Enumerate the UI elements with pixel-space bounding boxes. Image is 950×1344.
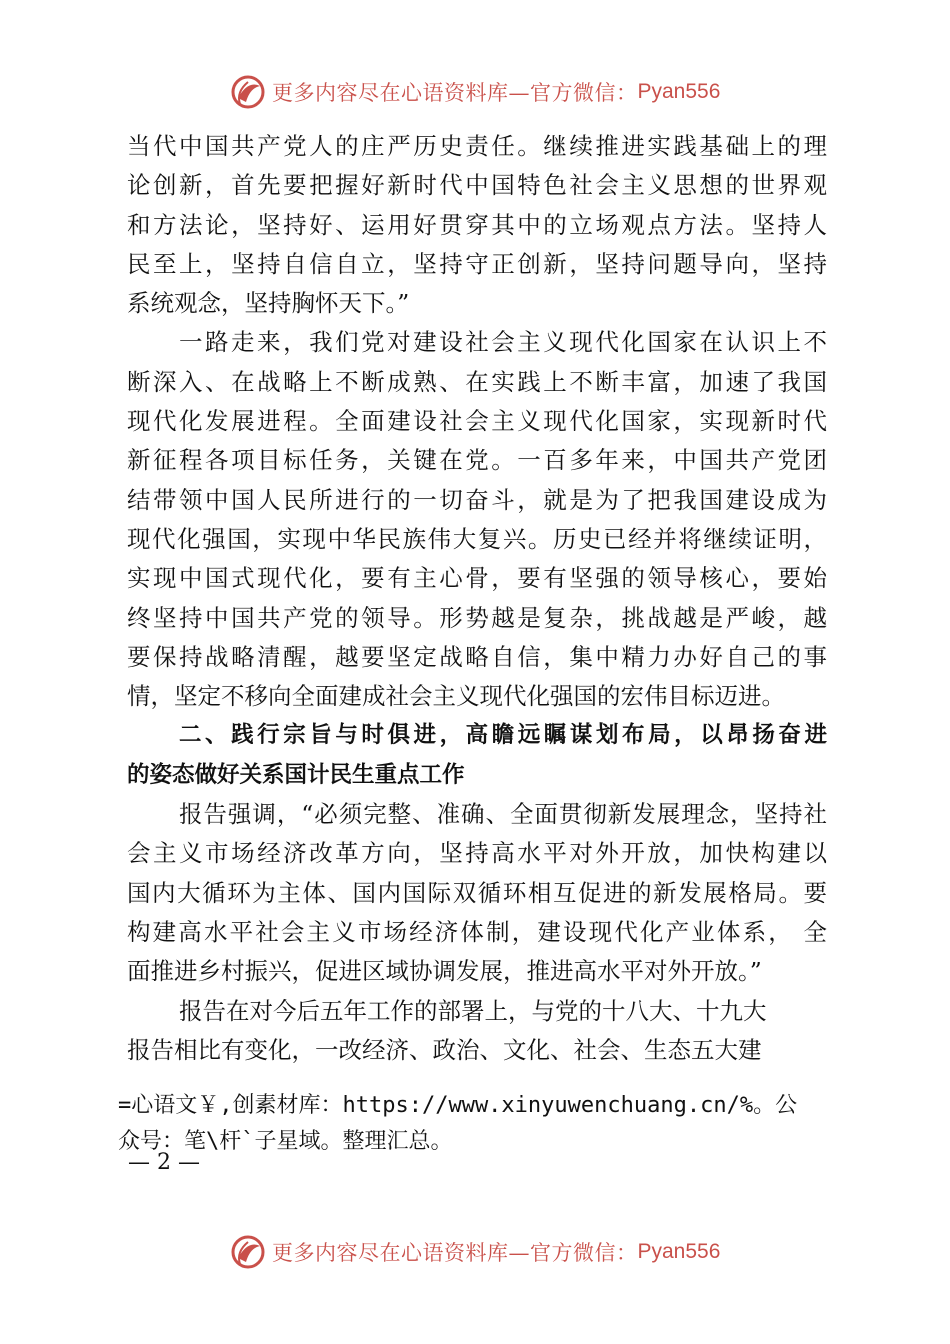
footer-line: 众号：笔\杆`子星域。整理汇总。 [118, 1129, 453, 1154]
heading-line: 的姿态做好关系国计民生重点工作 [127, 761, 465, 788]
banner-wechat-id: Pyan556 [637, 80, 721, 103]
text-line: 报告在对今后五年工作的部署上，与党的十八大、十九大 [179, 996, 767, 1025]
text-line: 断深入、在战略上不断成熟、在实践上不断丰富，加速了我国 [127, 367, 827, 396]
text-line: 现代化强国，实现中华民族伟大复兴。历史已经并将继续证明， [127, 524, 827, 553]
text-line: 现代化发展进程。全面建设社会主义现代化国家，实现新时代 [127, 407, 827, 436]
section-heading [127, 716, 827, 795]
text-line: 系统观念，坚持胸怀天下。” [127, 289, 410, 318]
text-line: 民至上，坚持自信自立，坚持守正创新，坚持问题导向，坚持 [127, 249, 827, 278]
text-line: 报告相比有变化，一改经济、政治、文化、社会、生态五大建 [127, 1035, 762, 1064]
banner-text: 更多内容尽在心语资料库—官方微信： [272, 1241, 638, 1265]
text-line: 和方法论，坚持好、运用好贯穿其中的立场观点方法。坚持人 [127, 210, 827, 239]
source-footer [118, 1088, 838, 1160]
paragraph-1 [127, 127, 827, 323]
text-line: 情，坚定不移向全面建成社会主义现代化强国的宏伟目标迈进。 [127, 682, 785, 711]
text-line: 报告强调，“必须完整、准确、全面贯彻新发展理念，坚持社 [179, 800, 827, 829]
paragraph-3 [127, 795, 827, 991]
paragraph-4 [127, 992, 827, 1071]
swirl-logo-icon [228, 72, 268, 112]
text-line: 面推进乡村振兴，促进区域协调发展，推进高水平对外开放。” [127, 957, 762, 986]
document-body [127, 127, 827, 1070]
text-line: 一路走来，我们党对建设社会主义现代化国家在认识上不 [179, 328, 827, 357]
text-line: 实现中国式现代化，要有主心骨，要有坚强的领导核心，要始 [127, 564, 827, 593]
banner-text: 更多内容尽在心语资料库—官方微信： [272, 81, 638, 105]
banner-wechat-id: Pyan556 [637, 1240, 721, 1263]
text-line: 国内大循环为主体、国内国际双循环相互促进的新发展格局。要 [127, 878, 827, 907]
text-line: 会主义市场经济改革方向，坚持高水平对外开放，加快构建以 [127, 839, 827, 868]
paragraph-2 [127, 323, 827, 716]
text-line: 新征程各项目标任务，关键在党。一百多年来，中国共产党团 [127, 446, 827, 475]
text-line: 论创新，首先要把握好新时代中国特色社会主义思想的世界观 [127, 171, 827, 200]
bottom-watermark-banner [228, 1232, 728, 1272]
heading-line: 二、践行宗旨与时俱进，高瞻远瞩谋划布局，以昂扬奋进 [179, 722, 827, 749]
text-line: 要保持战略清醒，越要坚定战略自信，集中精力办好自己的事 [127, 642, 827, 671]
text-line: 构建高水平社会主义市场经济体制，建设现代化产业体系， 全 [127, 917, 827, 946]
text-line: 结带领中国人民所进行的一切奋斗，就是为了把我国建设成为 [127, 485, 827, 514]
swirl-logo-icon [228, 1232, 268, 1272]
text-line: 当代中国共产党人的庄严历史责任。继续推进实践基础上的理 [127, 132, 827, 160]
footer-line: =心语文￥,创素材库：https://www.xinyuwenchuang.cn/%。公 [118, 1093, 798, 1118]
page-number: — 2 — [128, 1150, 200, 1175]
top-watermark-banner [228, 72, 728, 112]
text-line: 终坚持中国共产党的领导。形势越是复杂，挑战越是严峻，越 [127, 603, 827, 632]
